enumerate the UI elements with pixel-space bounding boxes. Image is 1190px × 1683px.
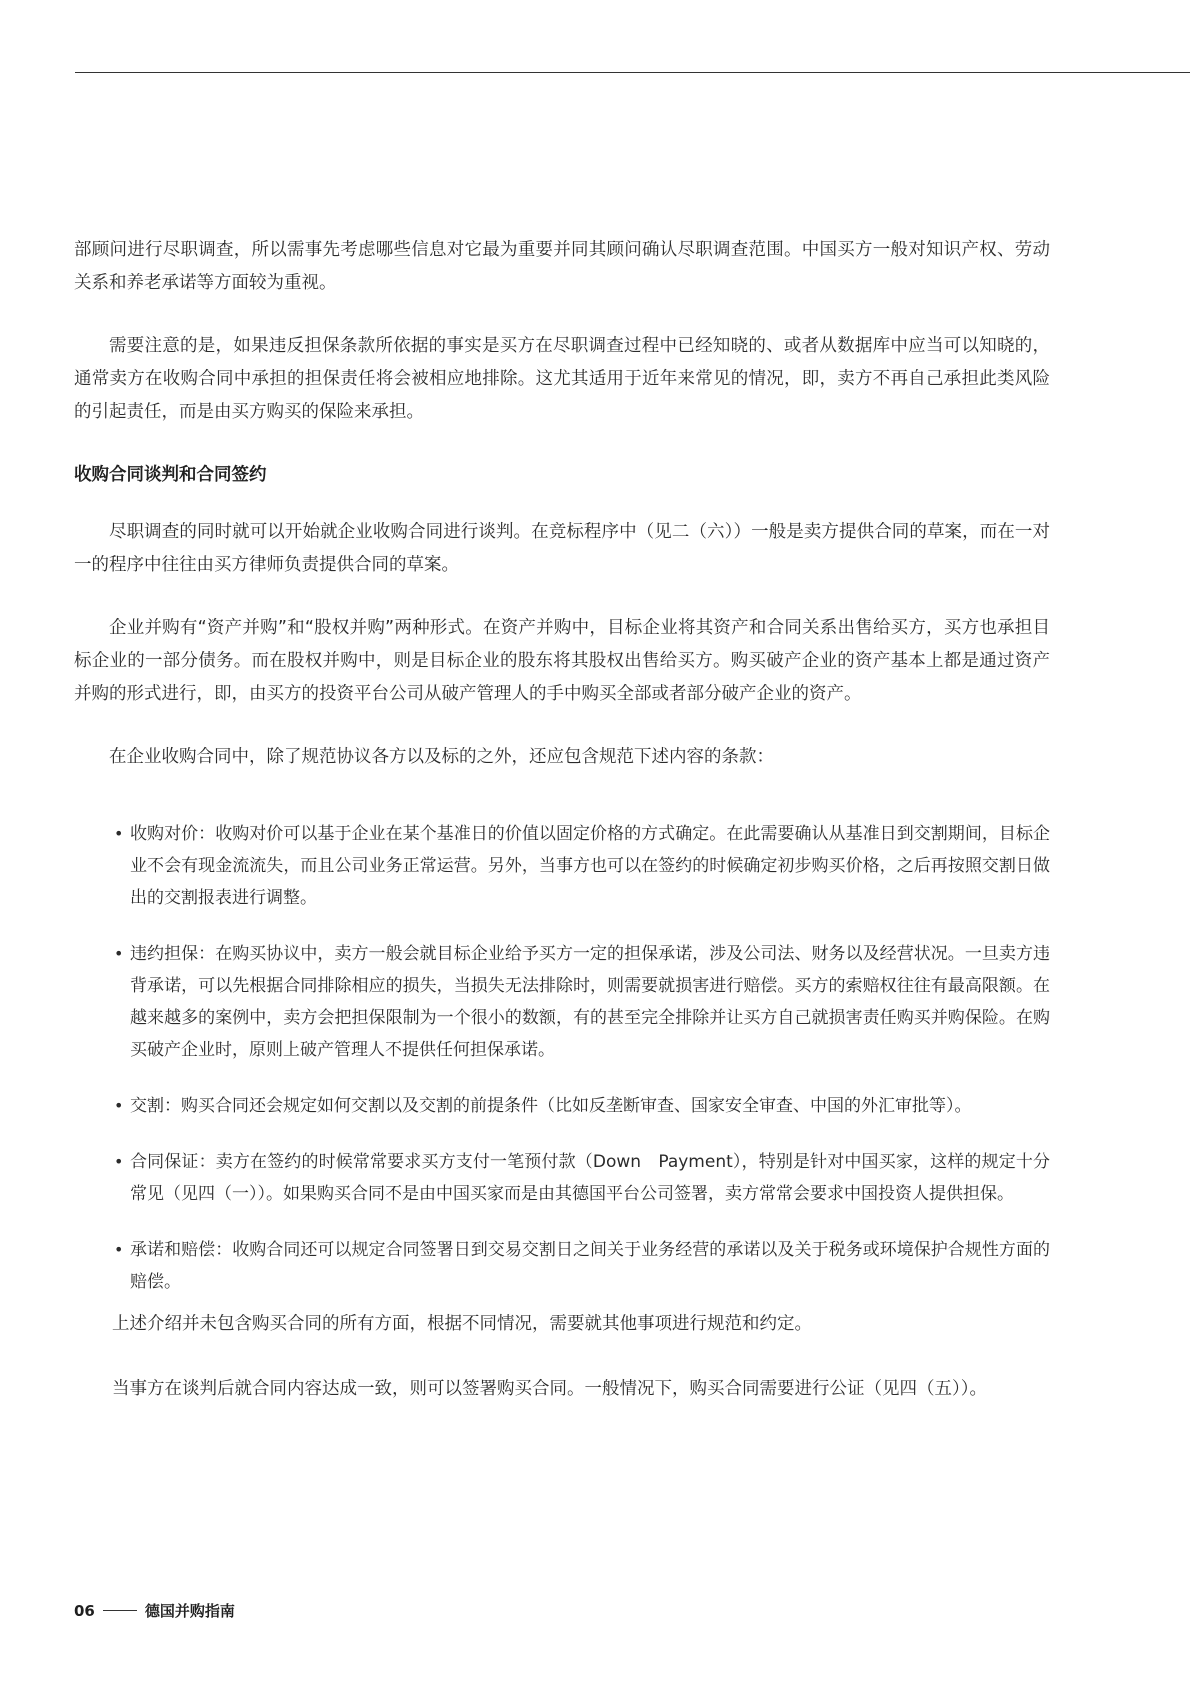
list-item <box>114 1234 1050 1298</box>
list-item-text: 承诺和赔偿：收购合同还可以规定合同签署日到交易交割日之间关于业务经营的承诺以及关于税务或环境保护合规性方面的赔偿。 <box>130 1240 1050 1292</box>
contract-clauses-list <box>74 818 1050 1298</box>
paragraph-due-diligence-scope: 部顾问进行尽职调查，所以需事先考虑哪些信息对它最为重要并同其顾问确认尽职调查范围。中国买方一般对知识产权、劳动关系和养老承诺等方面较为重视。 <box>74 240 1050 293</box>
header-divider <box>75 72 1190 73</box>
paragraph-contract-clauses-intro: 在企业收购合同中，除了规范协议各方以及标的之外，还应包含规范下述内容的条款： <box>109 747 774 767</box>
list-item-text: 合同保证：卖方在签约的时候常常要求买方支付一笔预付款（Down Payment），特别是针对中国买家，这样的规定十分常见（见四（一））。如果购买合同不是由中国买家而是由其德国平台公司签署，卖方常常会要求中国投资人提供担保。 <box>130 1152 1050 1204</box>
paragraph-negotiation-start: 尽职调查的同时就可以开始就企业收购合同进行谈判。在竞标程序中（见二（六））一般是卖方提供合同的草案，而在一对一的程序中往往由买方律师负责提供合同的草案。 <box>74 522 1050 575</box>
page-number: 06 <box>74 1601 95 1620</box>
document-title: 德国并购指南 <box>144 1602 235 1620</box>
list-item-text: 收购对价：收购对价可以基于企业在某个基准日的价值以固定价格的方式确定。在此需要确认从基准日到交割期间，目标企业不会有现金流流失，而且公司业务正常运营。另外，当事方也可以在签约的时候确定初步购买价格，之后再按照交割日做出的交割报表进行调整。 <box>130 824 1050 908</box>
list-item <box>114 1146 1050 1210</box>
paragraph-asset-share-deal: 企业并购有“资产并购”和“股权并购”两种形式。在资产并购中，目标企业将其资产和合同关系出售给买方，买方也承担目标企业的一部分债务。而在股权并购中，则是目标企业的股东将其股权出售给买方。购买破产企业的资产基本上都是通过资产并购的形式进行，即，由买方的投资平台公司从破产管理人的手中购买全部或者部分破产企业的资产。 <box>74 618 1050 704</box>
section-heading: 收购合同谈判和合同签约 <box>74 465 267 485</box>
footer-dash <box>103 1610 137 1611</box>
bullet-marker: • <box>114 944 124 963</box>
list-item <box>114 938 1050 1066</box>
page-footer <box>74 1600 235 1621</box>
document-body <box>74 234 1050 1406</box>
list-item-text: 违约担保：在购买协议中，卖方一般会就目标企业给予买方一定的担保承诺，涉及公司法、财务以及经营状况。一旦卖方违背承诺，可以先根据合同排除相应的损失，当损失无法排除时，则需要就损害进行赔偿。买方的索赔权往往有最高限额。在越来越多的案例中，卖方会把担保限制为一个很小的数额，有的甚至完全排除并让买方自己就损害责任购买并购保险。在购买破产企业时，原则上破产管理人不提供任何担保承诺。 <box>130 944 1050 1060</box>
paragraph-other-matters: 上述介绍并未包含购买合同的所有方面，根据不同情况，需要就其他事项进行规范和约定。 <box>112 1314 812 1334</box>
paragraph-signing-notarization: 当事方在谈判后就合同内容达成一致，则可以签署购买合同。一般情况下，购买合同需要进行公证（见四（五））。 <box>112 1379 987 1399</box>
bullet-marker: • <box>114 1240 124 1259</box>
paragraph-warranty-exclusion: 需要注意的是，如果违反担保条款所依据的事实是买方在尽职调查过程中已经知晓的、或者从数据库中应当可以知晓的，通常卖方在收购合同中承担的担保责任将会被相应地排除。这尤其适用于近年来常见的情况，即，卖方不再自己承担此类风险的引起责任，而是由买方购买的保险来承担。 <box>74 336 1050 422</box>
bullet-marker: • <box>114 1096 124 1115</box>
list-item <box>114 818 1050 914</box>
bullet-marker: • <box>114 824 124 843</box>
list-item <box>114 1090 1050 1122</box>
bullet-marker: • <box>114 1152 124 1171</box>
list-item-text: 交割：购买合同还会规定如何交割以及交割的前提条件（比如反垄断审查、国家安全审查、中国的外汇审批等）。 <box>130 1096 972 1116</box>
